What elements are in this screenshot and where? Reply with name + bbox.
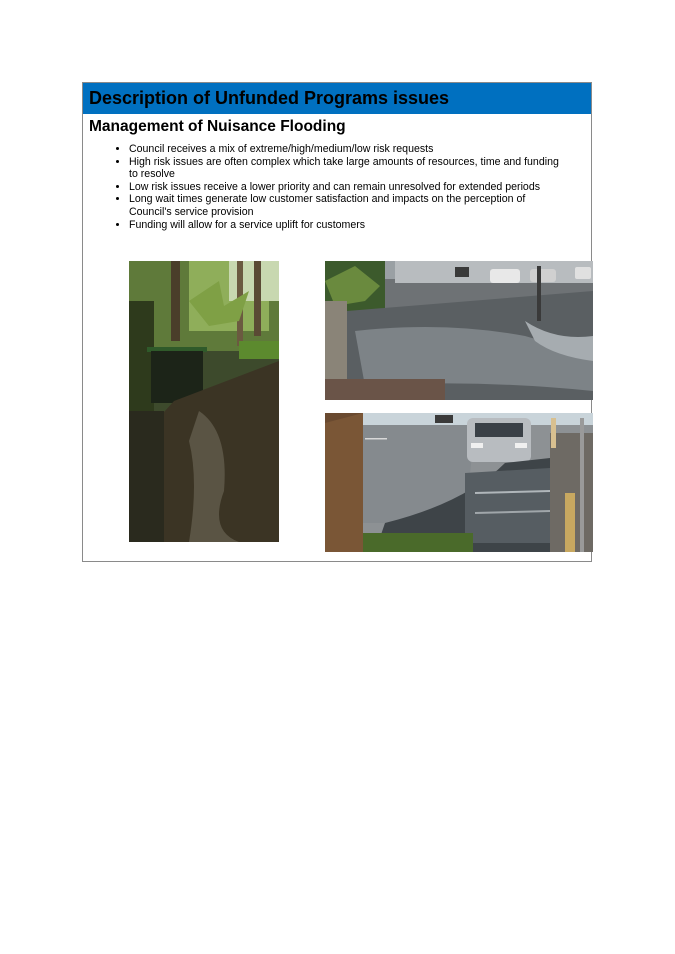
- photo-flooded-street: [325, 261, 593, 400]
- slide-card: [82, 82, 592, 562]
- bullet-list: [83, 143, 591, 231]
- photo-flooded-garden-path: [129, 261, 279, 542]
- slide-subtitle: Management of Nuisance Flooding: [89, 118, 346, 135]
- photo-flooded-kerb-with-car: [325, 413, 593, 552]
- bullet-item: • Low risk issues receive a lower priority and can remain unresolved for extended periods: [129, 181, 561, 194]
- bullet-item: • Funding will allow for a service uplift for customers: [129, 219, 561, 232]
- bullet-item: • High risk issues are often complex which take large amounts of resources, time and funding to resolve: [129, 156, 561, 181]
- bullet-item: • Long wait times generate low customer satisfaction and impacts on the perception of Council's service provision: [129, 193, 561, 218]
- slide-title: Description of Unfunded Programs issues: [83, 83, 591, 114]
- bullet-item: • Council receives a mix of extreme/high/medium/low risk requests: [129, 143, 561, 156]
